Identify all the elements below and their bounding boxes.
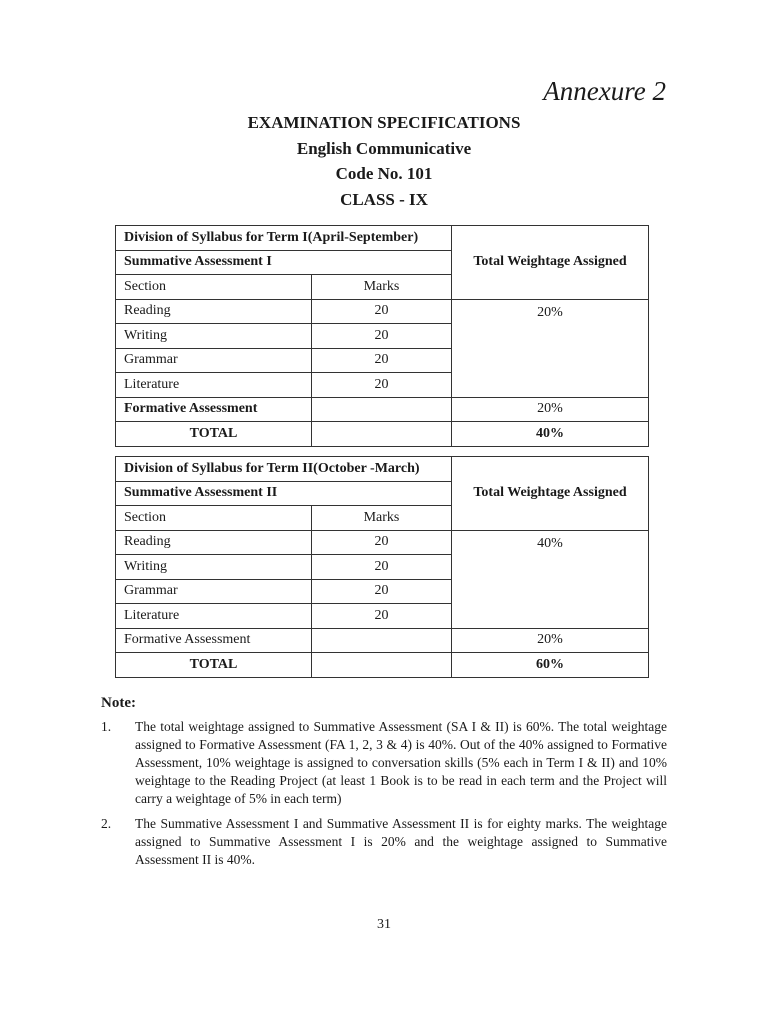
term1-assessment-cell: Summative Assessment I bbox=[116, 250, 452, 275]
term1-row-section: Reading bbox=[116, 299, 312, 324]
term1-formative-marks bbox=[312, 397, 452, 422]
note-item bbox=[101, 718, 667, 808]
term2-summative-weight: 40% bbox=[452, 530, 649, 628]
document-title: EXAMINATION SPECIFICATIONS bbox=[247, 113, 521, 132]
term2-division-cell: Division of Syllabus for Term II(October -March) bbox=[116, 457, 452, 482]
table-row bbox=[116, 422, 649, 447]
note-text: The total weightage assigned to Summative Assessment (SA I & II) is 60%. The total weightage assigned to Formative Assessment (FA 1, 2, 3 & 4) is 40%. Out of the 40% assigned to Formative Assessment, 10% weightage is assigned to conversation skills (5% each in Term I & II) and 10% weightage to the Reading Project (at least 1 Book is to be read in each term and the Project will carry a weightage of 5% in each term) bbox=[135, 719, 667, 806]
table-row bbox=[116, 457, 649, 482]
notes-heading: Note: bbox=[101, 695, 136, 711]
term2-row-marks: 20 bbox=[312, 604, 452, 629]
table-row bbox=[116, 653, 649, 678]
document-titles bbox=[0, 110, 768, 212]
term2-row-section: Writing bbox=[116, 555, 312, 580]
term1-formative-weight: 20% bbox=[452, 397, 649, 422]
term2-weightage-header: Total Weightage Assigned bbox=[452, 457, 649, 531]
term2-formative-weight: 20% bbox=[452, 628, 649, 653]
term1-row-section: Literature bbox=[116, 373, 312, 398]
term2-row-section: Literature bbox=[116, 604, 312, 629]
term1-total-weight: 40% bbox=[452, 422, 649, 447]
term1-summative-weight: 20% bbox=[452, 299, 649, 397]
note-number: 1. bbox=[101, 719, 112, 734]
term1-marks-header: Marks bbox=[312, 275, 452, 300]
term2-assessment-cell: Summative Assessment II bbox=[116, 481, 452, 506]
annexure-label: Annexure 2 bbox=[543, 76, 666, 106]
term2-formative-label: Formative Assessment bbox=[116, 628, 312, 653]
term1-row-section: Grammar bbox=[116, 348, 312, 373]
term2-row-marks: 20 bbox=[312, 530, 452, 555]
term1-weightage-header: Total Weightage Assigned bbox=[452, 226, 649, 300]
term2-row-section: Reading bbox=[116, 530, 312, 555]
term2-marks-header: Marks bbox=[312, 506, 452, 531]
term2-total-marks bbox=[312, 653, 452, 678]
note-number: 2. bbox=[101, 816, 112, 831]
term1-row-section: Writing bbox=[116, 324, 312, 349]
table-row bbox=[116, 226, 649, 251]
term2-row-marks: 20 bbox=[312, 555, 452, 580]
term2-row-marks: 20 bbox=[312, 579, 452, 604]
table-row bbox=[116, 299, 649, 324]
table-row bbox=[116, 530, 649, 555]
term1-section-header: Section bbox=[116, 275, 312, 300]
term2-formative-marks bbox=[312, 628, 452, 653]
note-item bbox=[101, 815, 667, 869]
term1-formative-label: Formative Assessment bbox=[116, 397, 312, 422]
term2-row-section: Grammar bbox=[116, 579, 312, 604]
term2-total-label: TOTAL bbox=[116, 653, 312, 678]
term2-table bbox=[115, 456, 649, 678]
term1-row-marks: 20 bbox=[312, 324, 452, 349]
note-text: The Summative Assessment I and Summative Assessment II is for eighty marks. The weightage assigned to Summative Assessment I is 20% and the weightage assigned to Summative Assessment II is 40%. bbox=[135, 816, 667, 867]
term1-total-marks bbox=[312, 422, 452, 447]
code-number: Code No. 101 bbox=[335, 164, 433, 183]
table-row bbox=[116, 397, 649, 422]
subject-title: English Communicative bbox=[296, 138, 472, 158]
page-number: 31 bbox=[377, 917, 391, 932]
term2-section-header: Section bbox=[116, 506, 312, 531]
term1-division-cell: Division of Syllabus for Term I(April-September) bbox=[116, 226, 452, 251]
term1-total-label: TOTAL bbox=[116, 422, 312, 447]
table-row bbox=[116, 628, 649, 653]
term1-row-marks: 20 bbox=[312, 348, 452, 373]
term1-row-marks: 20 bbox=[312, 373, 452, 398]
term2-total-weight: 60% bbox=[452, 653, 649, 678]
term1-table bbox=[115, 225, 649, 447]
term1-row-marks: 20 bbox=[312, 299, 452, 324]
class-title: CLASS - IX bbox=[340, 189, 428, 209]
